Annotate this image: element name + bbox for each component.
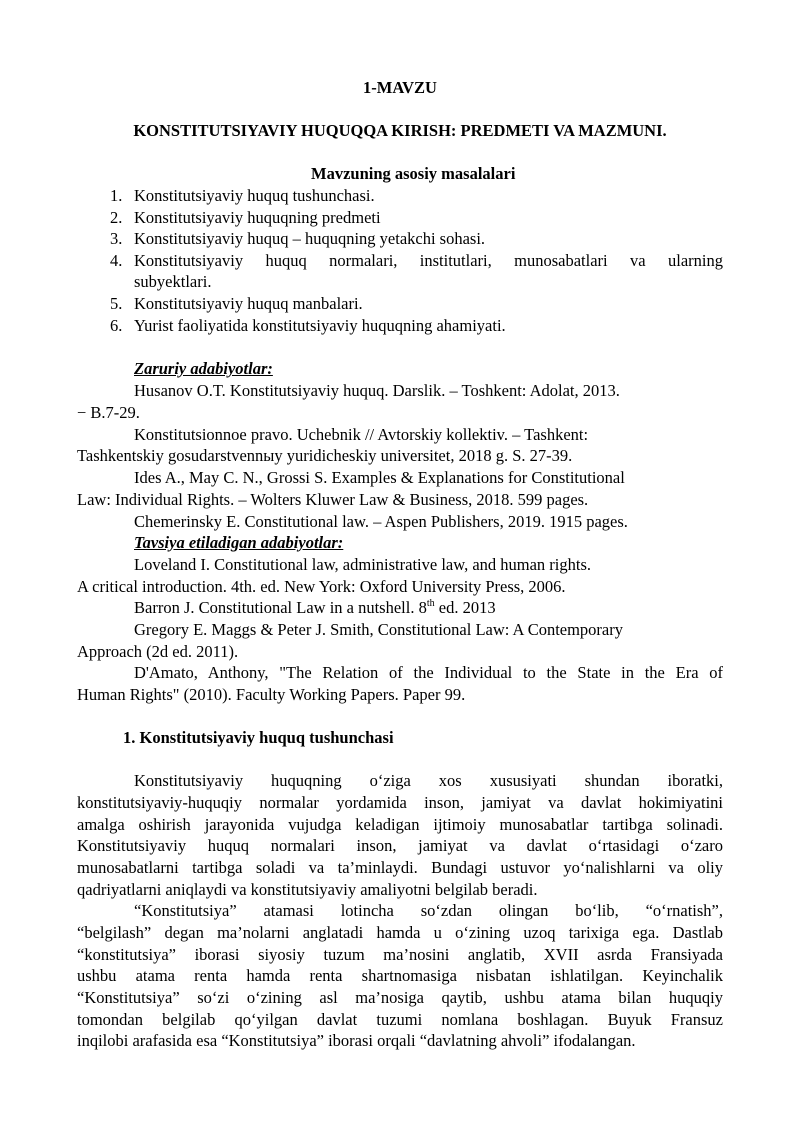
- paragraph-line: “konstitutsiya” iborasi siyosiy tuzum ma’nosini anglatib, XVII asrda Fransiyada: [77, 945, 723, 964]
- paragraph-line: Konstitutsiyaviy huquq normalari inson, jamiyat va davlat o‘rtasidagi o‘zaro: [77, 836, 723, 855]
- literature-entry: [134, 598, 496, 618]
- issue-item: Konstitutsiyaviy huquq – huquqning yetakchi sohasi.: [134, 229, 486, 248]
- superscript: th: [426, 598, 435, 609]
- issue-number: 6.: [110, 316, 123, 335]
- recommended-literature-heading: Tavsiya etiladigan adabiyotlar:: [134, 533, 344, 552]
- paragraph-line: inqilobi arafasida esa “Konstitutsiya” iborasi orqali “davlatning ahvoli” ifodalangan.: [77, 1031, 636, 1050]
- literature-text: Barron J. Constitutional Law in a nutshell. 8: [134, 598, 427, 617]
- literature-entry: Ides A., May C. N., Grossi S. Examples & Explanations for Constitutional: [134, 468, 625, 487]
- literature-entry-continuation: − B.7-29.: [77, 403, 140, 422]
- literature-entry: D'Amato, Anthony, "The Relation of the Individual to the State in the Era of: [134, 663, 723, 682]
- issue-item: Yurist faoliyatida konstitutsiyaviy huquqning ahamiyati.: [134, 316, 506, 335]
- paragraph-line: “Konstitutsiya” atamasi lotincha so‘zdan olingan bo‘lib, “o‘rnatish”,: [134, 901, 723, 920]
- issue-number: 3.: [110, 229, 123, 248]
- issue-item: Konstitutsiyaviy huquq normalari, institutlari, munosabatlari va ularning: [134, 251, 723, 270]
- literature-entry-continuation: Law: Individual Rights. – Wolters Kluwer Law & Business, 2018. 599 pages.: [77, 490, 589, 509]
- literature-text: ed. 2013: [434, 598, 496, 617]
- issue-number: 4.: [110, 251, 123, 270]
- paragraph-line: amalga oshirish jarayonida vujudga keladigan ijtimoiy munosabatlar tartibga solinadi.: [77, 815, 723, 834]
- paragraph-line: Konstitutsiyaviy huquqning o‘ziga xos xususiyati shundan iboratki,: [134, 771, 723, 790]
- section-heading: 1. Konstitutsiyaviy huquq tushunchasi: [123, 728, 394, 747]
- literature-entry: Chemerinsky E. Constitutional law. – Aspen Publishers, 2019. 1915 pages.: [134, 512, 628, 531]
- paragraph-line: konstitutsiyaviy-huquqiy normalar yordamida inson, jamiyat va davlat hokimiyatini: [77, 793, 723, 812]
- issue-item-continuation: subyektlari.: [134, 272, 212, 291]
- literature-entry: Loveland I. Constitutional law, administrative law, and human rights.: [134, 555, 592, 574]
- literature-entry-continuation: Human Rights" (2010). Faculty Working Papers. Paper 99.: [77, 685, 466, 704]
- literature-entry-continuation: Tashkentskiy gosudarstvennыy yuridicheskiy universitet, 2018 g. S. 27-39.: [77, 446, 573, 465]
- topic-number: 1-MAVZU: [363, 78, 437, 97]
- issue-item: Konstitutsiyaviy huquq tushunchasi.: [134, 186, 375, 205]
- issue-number: 5.: [110, 294, 123, 313]
- literature-entry-continuation: Approach (2d ed. 2011).: [77, 642, 239, 661]
- literature-entry: Konstitutsionnoe pravo. Uchebnik // Avtorskiy kollektiv. – Tashkent:: [134, 425, 589, 444]
- required-literature-heading: Zaruriy adabiyotlar:: [134, 359, 273, 378]
- issue-number: 1.: [110, 186, 123, 205]
- literature-entry: Husanov O.T. Konstitutsiyaviy huquq. Darslik. – Toshkent: Adolat, 2013.: [134, 381, 620, 400]
- issue-item: Konstitutsiyaviy huquq manbalari.: [134, 294, 363, 313]
- topic-title: KONSTITUTSIYAVIY HUQUQQA KIRISH: PREDMETI VA MAZMUNI.: [133, 121, 667, 140]
- issue-number: 2.: [110, 208, 123, 227]
- paragraph-line: qadriyatlarni aniqlaydi va konstitutsiyaviy amaliyotni belgilab beradi.: [77, 880, 538, 899]
- paragraph-line: “Konstitutsiya” so‘zi o‘zining asl ma’nosiga qaytib, ushbu atama bilan huquqiy: [77, 988, 723, 1007]
- paragraph-line: munosabatlarni tartibga soladi va ta’minlaydi. Bundagi ustuvor yo‘nalishlarni va oliy: [77, 858, 723, 877]
- literature-entry-continuation: A critical introduction. 4th. ed. New York: Oxford University Press, 2006.: [77, 577, 566, 596]
- issues-heading: Mavzuning asosiy masalalari: [311, 164, 516, 183]
- paragraph-line: “belgilash” degan ma’nolarni anglatadi hamda u o‘zining uzoq tarixiga ega. Dastlab: [77, 923, 723, 942]
- literature-entry: Gregory E. Maggs & Peter J. Smith, Constitutional Law: A Contemporary: [134, 620, 623, 639]
- issue-item: Konstitutsiyaviy huquqning predmeti: [134, 208, 381, 227]
- paragraph-line: tomondan belgilab qo‘yilgan davlat tuzumi nomlana boshlagan. Buyuk Fransuz: [77, 1010, 723, 1029]
- paragraph-line: ushbu atama renta hamda renta shartnomasiga nisbatan ishlatilgan. Keyinchalik: [77, 966, 723, 985]
